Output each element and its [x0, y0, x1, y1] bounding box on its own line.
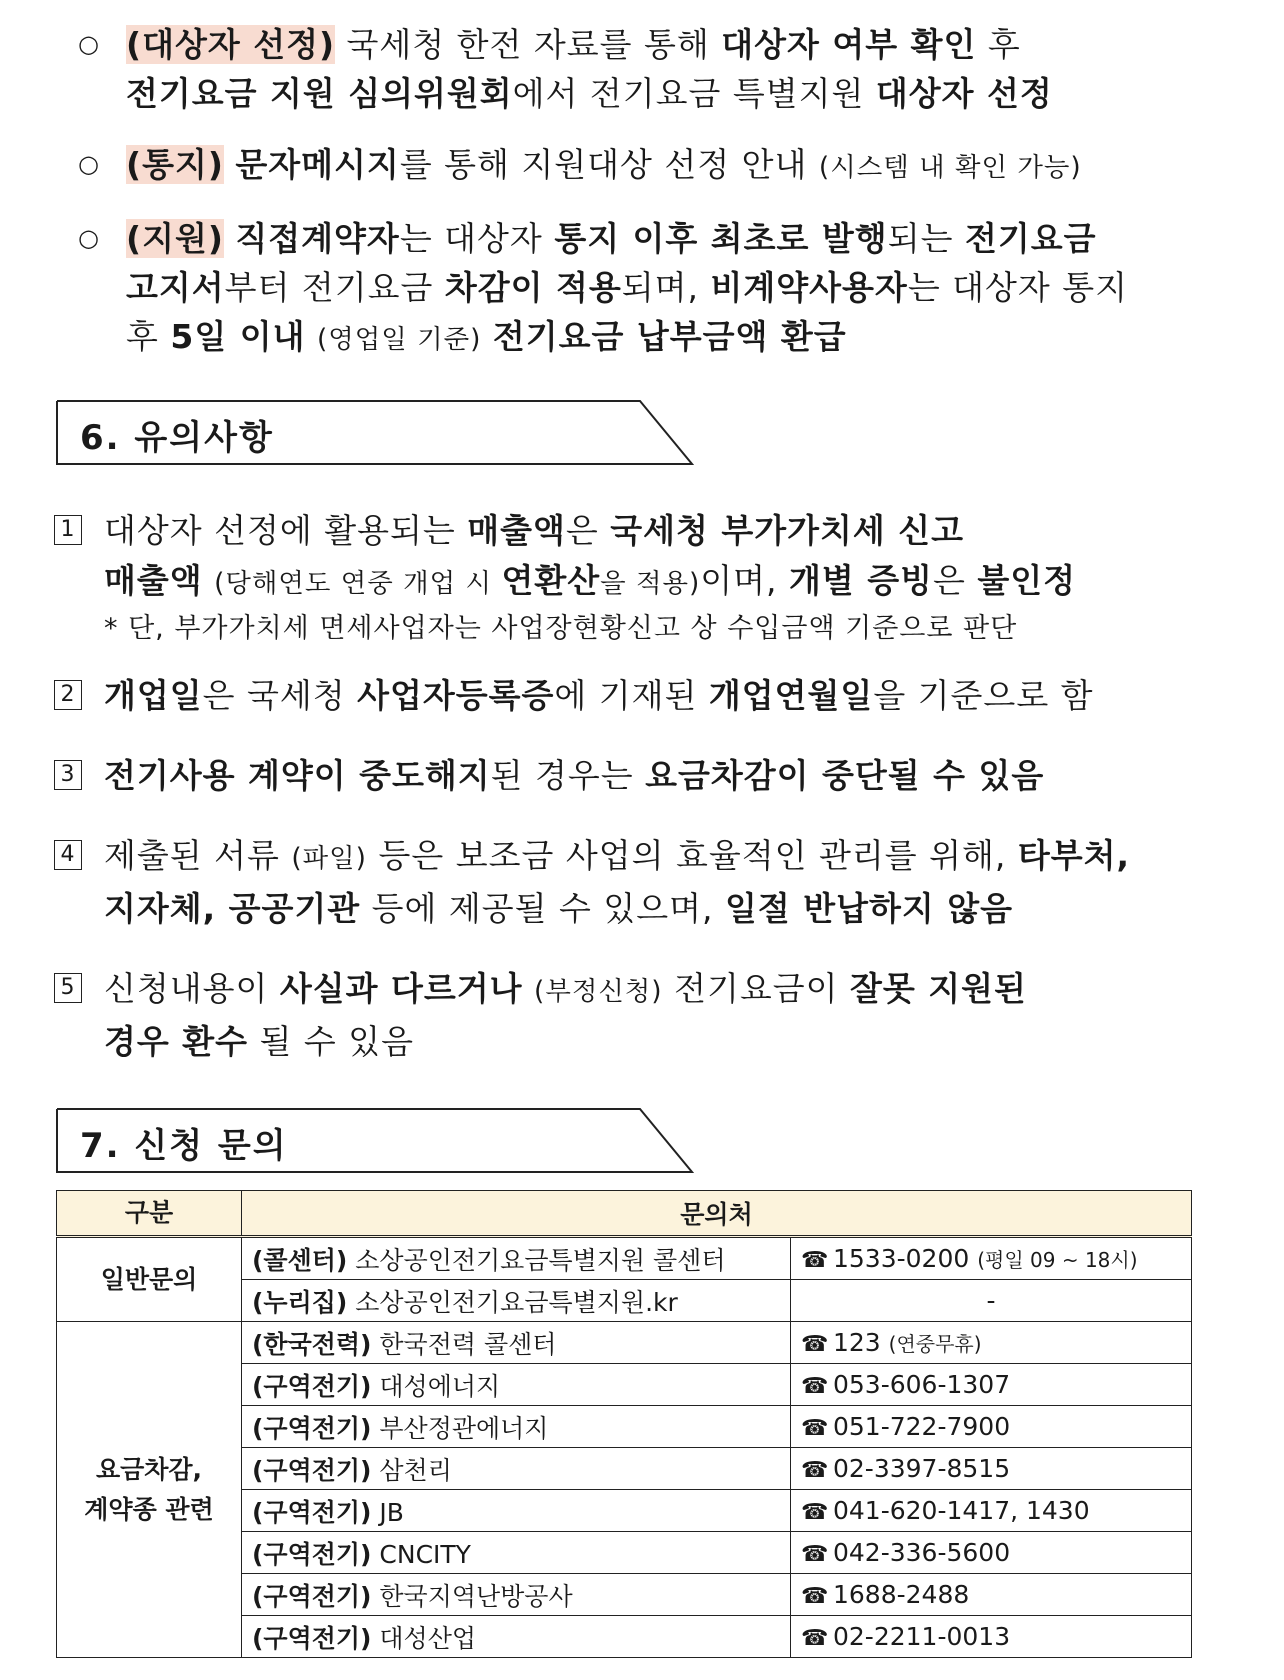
contact-table	[56, 1190, 1192, 1658]
notice-number: 1	[54, 515, 82, 545]
notice-line: 제출된 서류 (파일) 등은 보조금 사업의 효율적인 관리를 위해, 타부처,	[104, 836, 1130, 875]
bullet-selection	[70, 20, 1230, 118]
notice-number: 5	[54, 973, 82, 1003]
service-cell: (구역전기) 한국지역난방공사	[242, 1574, 791, 1616]
notice-line: 지자체, 공공기관 등에 제공될 수 있으며, 일절 반납하지 않음	[104, 889, 1014, 928]
section-6-header	[56, 400, 696, 466]
phone-icon: ☎	[801, 1458, 829, 1483]
phone-cell[interactable]: ☎ 02-3397-8515	[791, 1448, 1192, 1490]
notice-item	[54, 671, 1234, 721]
notice-item	[54, 751, 1234, 801]
table-row	[57, 1322, 1192, 1364]
notice-line: 매출액 (당해연도 연중 개업 시 연환산을 적용)이며, 개별 증빙은 불인정	[104, 561, 1077, 600]
service-cell: (구역전기) 부산정관에너지	[242, 1406, 791, 1448]
bullet-line: (대상자 선정) 국세청 한전 자료를 통해 대상자 여부 확인 후	[126, 25, 1021, 64]
notice-item	[54, 506, 1234, 649]
header-category: 구분	[57, 1191, 242, 1237]
phone-icon: ☎	[801, 1500, 829, 1525]
phone-icon: ☎	[801, 1332, 829, 1357]
notice-item	[54, 964, 1234, 1067]
phone-cell[interactable]: ☎ 042-336-5600	[791, 1532, 1192, 1574]
bullet-marker: ○	[78, 30, 100, 58]
phone-icon: ☎	[801, 1248, 829, 1273]
category-general: 일반문의	[57, 1237, 242, 1322]
service-cell: (구역전기) 대성에너지	[242, 1364, 791, 1406]
phone-icon: ☎	[801, 1542, 829, 1567]
phone-cell[interactable]: ☎ 1688-2488	[791, 1574, 1192, 1616]
bullet-notification	[70, 140, 1230, 192]
phone-cell[interactable]: ☎ 1533-0200 (평일 09 ~ 18시)	[791, 1237, 1192, 1280]
phone-cell[interactable]: ☎ 041-620-1417, 1430	[791, 1490, 1192, 1532]
bullet-line: (지원) 직접계약자는 대상자 통지 이후 최초로 발행되는 전기요금	[126, 219, 1097, 258]
service-cell: (한국전력) 한국전력 콜센터	[242, 1322, 791, 1364]
bullet-line: 전기요금 지원 심의위원회에서 전기요금 특별지원 대상자 선정	[126, 74, 1053, 113]
notice-number: 2	[54, 680, 82, 710]
notice-line: 신청내용이 사실과 다르거나 (부정신청) 전기요금이 잘못 지원된	[104, 969, 1027, 1008]
notice-line: 전기사용 계약이 중도해지된 경우는 요금차감이 중단될 수 있음	[104, 756, 1045, 795]
phone-icon: ☎	[801, 1626, 829, 1651]
section-title: 6. 유의사항	[80, 418, 274, 458]
phone-cell[interactable]: ☎ 02-2211-0013	[791, 1616, 1192, 1658]
category-billing: 요금차감, 계약종 관련	[57, 1322, 242, 1658]
notice-line: 경우 환수 될 수 있음	[104, 1022, 414, 1061]
service-cell: (구역전기) 삼천리	[242, 1448, 791, 1490]
phone-icon: ☎	[801, 1584, 829, 1609]
table-row	[57, 1237, 1192, 1280]
phone-cell: -	[791, 1280, 1192, 1322]
notice-line: 대상자 선정에 활용되는 매출액은 국세청 부가가치세 신고	[104, 511, 965, 550]
service-cell: (콜센터) 소상공인전기요금특별지원 콜센터	[242, 1237, 791, 1280]
notice-item	[54, 831, 1234, 934]
notice-list	[54, 506, 1234, 1067]
service-cell[interactable]: (누리집) 소상공인전기요금특별지원.kr	[242, 1280, 791, 1322]
notice-number: 4	[54, 840, 82, 870]
table-header-row	[57, 1191, 1192, 1237]
header-contact: 문의처	[242, 1191, 1192, 1237]
phone-icon: ☎	[801, 1416, 829, 1441]
phone-cell[interactable]: ☎ 051-722-7900	[791, 1406, 1192, 1448]
notice-line: 개업일은 국세청 사업자등록증에 기재된 개업연월일을 기준으로 함	[104, 676, 1094, 715]
phone-cell[interactable]: ☎ 053-606-1307	[791, 1364, 1192, 1406]
section-7-header	[56, 1108, 696, 1174]
bullet-line: (통지) 문자메시지를 통해 지원대상 선정 안내 (시스템 내 확인 가능)	[126, 145, 1082, 184]
process-bullets	[70, 20, 1230, 386]
phone-cell[interactable]: ☎ 123 (연중무휴)	[791, 1322, 1192, 1364]
notice-footnote: * 단, 부가가치세 면세사업자는 사업장현황신고 상 수입금액 기준으로 판단	[104, 613, 1018, 644]
phone-icon: ☎	[801, 1374, 829, 1399]
bullet-support	[70, 214, 1230, 364]
notice-number: 3	[54, 760, 82, 790]
service-cell: (구역전기) CNCITY	[242, 1532, 791, 1574]
bullet-marker: ○	[78, 224, 100, 252]
service-cell: (구역전기) 대성산업	[242, 1616, 791, 1658]
bullet-line: 후 5일 이내 (영업일 기준) 전기요금 납부금액 환급	[126, 317, 847, 356]
section-title: 7. 신청 문의	[80, 1126, 288, 1166]
bullet-marker: ○	[78, 150, 100, 178]
bullet-line: 고지서부터 전기요금 차감이 적용되며, 비계약사용자는 대상자 통지	[126, 268, 1129, 307]
service-cell: (구역전기) JB	[242, 1490, 791, 1532]
